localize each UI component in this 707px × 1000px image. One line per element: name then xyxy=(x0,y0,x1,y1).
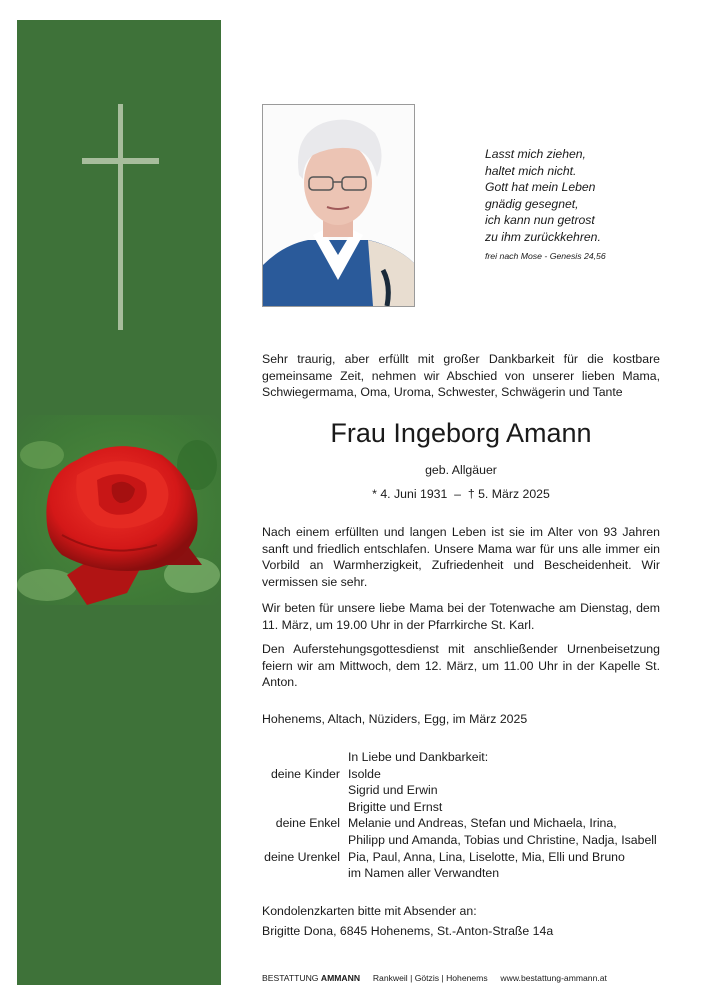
quote-line: zu ihm zurückkehren. xyxy=(485,229,601,244)
quote-source: frei nach Mose - Genesis 24,56 xyxy=(485,251,606,261)
quote-line: Lasst mich ziehen, xyxy=(485,147,586,161)
condolence-line: Kondolenzkarten bitte mit Absender an: xyxy=(262,904,477,918)
quote-line: gnädig gesegnet, xyxy=(485,196,579,211)
family-row: Isolde xyxy=(348,766,381,781)
birth-name: geb. Allgäuer xyxy=(425,463,497,477)
family-label xyxy=(220,799,340,816)
family-row: Pia, Paul, Anna, Lina, Liselotte, Mia, Elli und Bruno xyxy=(348,849,625,864)
condolence-address: Brigitte Dona, 6845 Hohenems, St.-Anton-Straße 14a xyxy=(262,924,554,938)
brand-prefix: BESTATTUNG xyxy=(262,973,319,983)
quote-line: ich kann nun getrost xyxy=(485,213,595,228)
rose-image xyxy=(17,415,221,605)
deceased-name: Frau Ingeborg Amann xyxy=(330,418,592,448)
place-date: Hohenems, Altach, Nüziders, Egg, im März 2025 xyxy=(262,712,528,726)
family-row: im Namen aller Verwandten xyxy=(348,866,500,881)
footer xyxy=(262,973,607,983)
family-label: deine Enkel xyxy=(275,816,340,831)
family-row: Philipp und Amanda, Tobias und Christine, Nadja, Isabell xyxy=(348,832,657,847)
portrait-photo xyxy=(262,104,415,307)
family-label xyxy=(220,782,340,799)
family-row: Brigitte und Ernst xyxy=(348,799,443,814)
family-label: deine Urenkel xyxy=(264,849,340,864)
life-dates: * 4. Juni 1931 – † 5. März 2025 xyxy=(372,487,550,501)
family-label: deine Kinder xyxy=(270,766,340,781)
family-labels xyxy=(220,749,340,882)
paragraph: Wir beten für unsere liebe Mama bei der Totenwache am Dienstag, dem 11. März, um 19.00 Uhr in der Pfarrkirche St. Karl. xyxy=(262,601,660,632)
cross-icon-bar xyxy=(82,158,159,164)
cross-icon xyxy=(118,104,123,330)
intro-text: Sehr traurig, aber erfüllt mit großer Dankbarkeit für die kostbare gemeinsame Zeit, nehmen wir Abschied von unserer lieben Mama, Schwiegermama, Oma, Uroma, Schwester, Schwägerin und Tante xyxy=(262,352,660,400)
paragraph: Nach einem erfüllten und langen Leben ist sie im Alter von 93 Jahren sanft und friedlich entschlafen. Unsere Mama war für uns alle immer ein Vorbild an Warmherzigkeit, Zufriedenheit und Bescheidenheit. Wir vermissen sie sehr. xyxy=(262,525,660,589)
family-label xyxy=(220,749,340,766)
family-label xyxy=(220,865,340,882)
paragraph: Den Auferstehungsgottesdienst mit anschließender Urnenbeisetzung feiern wir am Mittwoch, dem 12. März, um 11.00 Uhr in der Kapelle St. Anton. xyxy=(262,642,660,690)
footer-website[interactable]: www.bestattung-ammann.at xyxy=(500,973,607,983)
family-label xyxy=(220,832,340,849)
quote-line: Gott hat mein Leben xyxy=(485,180,596,195)
brand-name: AMMANN xyxy=(320,973,361,983)
family-names xyxy=(348,749,678,882)
footer-locations: Rankweil | Götzis | Hohenems xyxy=(372,973,488,983)
family-row: Sigrid und Erwin xyxy=(348,783,438,798)
family-heading: In Liebe und Dankbarkeit: xyxy=(348,750,489,764)
family-row: Melanie und Andreas, Stefan und Michaela, Irina, xyxy=(348,816,617,831)
quote xyxy=(485,146,601,246)
quote-line: haltet mich nicht. xyxy=(485,163,577,178)
